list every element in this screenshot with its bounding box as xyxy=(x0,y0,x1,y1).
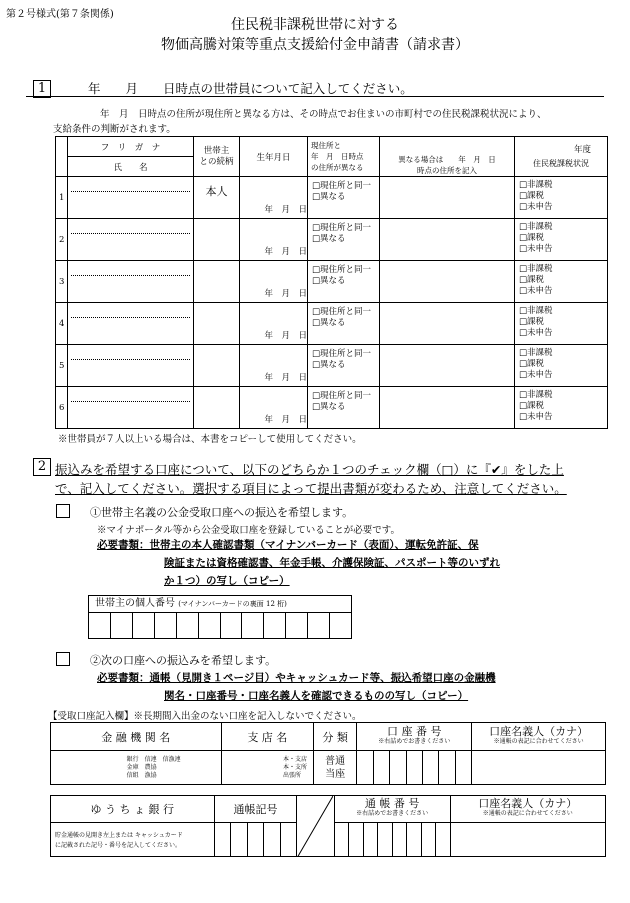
birthdate-field[interactable]: 年 月 日 xyxy=(240,177,308,219)
taxed-option[interactable]: □課税 xyxy=(519,191,545,201)
not-filed-option[interactable]: □未申告 xyxy=(519,202,553,212)
relation-field[interactable] xyxy=(194,345,240,387)
yucho-holder-field[interactable] xyxy=(450,823,605,857)
header-tax-year: 年度 xyxy=(573,144,591,155)
taxed-option[interactable]: □課税 xyxy=(519,359,545,369)
option-2-label: ②次の口座への振込みを希望します。 xyxy=(90,654,277,667)
section-1-heading: 年 月 日時点の世帯員について記入してください。 xyxy=(88,81,413,96)
tax-exempt-option[interactable]: □非課税 xyxy=(519,222,553,232)
header-holder: 口座名義人（カナ） xyxy=(489,724,589,738)
account-digit[interactable] xyxy=(390,751,406,785)
furigana-field[interactable] xyxy=(71,177,190,192)
birthdate-field[interactable]: 年 月 日 xyxy=(240,261,308,303)
section-1-number: 1 xyxy=(33,80,51,98)
header-address-differs: 現住所と 年 月 日時点 の住所が異なる xyxy=(308,137,380,177)
option-1-required-1: 必要書類：世帯主の本人確認書類（マイナンバーカード（表面）、運転免許証、保 xyxy=(97,539,479,551)
furigana-field[interactable] xyxy=(71,345,190,360)
member-row xyxy=(56,261,608,303)
section-1-note-2: 支給条件の判断がされます。 xyxy=(53,124,176,135)
birthdate-field[interactable]: 年 月 日 xyxy=(240,345,308,387)
header-tax-status: 住民税課税状況 xyxy=(533,158,589,168)
member-row xyxy=(56,345,608,387)
not-filed-option[interactable]: □未申告 xyxy=(519,328,553,338)
header-relation: 世帯主 との続柄 xyxy=(194,137,240,177)
different-address-field[interactable] xyxy=(380,177,515,219)
relation-field[interactable]: 本人 xyxy=(194,177,240,219)
passbook-digit[interactable] xyxy=(392,823,406,857)
holder-name-field[interactable] xyxy=(472,751,606,785)
option-2-checkbox[interactable] xyxy=(56,652,70,666)
row-number: 2 xyxy=(56,219,68,261)
yucho-account-table xyxy=(50,795,606,857)
taxed-option[interactable]: □課税 xyxy=(519,401,545,411)
taxed-option[interactable]: □課税 xyxy=(519,275,545,285)
address-differ-option[interactable]: □異なる xyxy=(312,234,346,244)
taxed-option[interactable]: □課税 xyxy=(519,233,545,243)
my-number-digit[interactable] xyxy=(264,613,286,638)
bank-section-label: 【受取口座記入欄】※長期間入出金のない口座を記入しないでください。 xyxy=(48,711,362,722)
section-1-underline xyxy=(26,96,604,97)
header-account-type: 分 類 xyxy=(314,723,357,751)
name-field[interactable] xyxy=(68,276,193,302)
my-number-digit[interactable] xyxy=(221,613,243,638)
option-2-required-1: 必要書類：通帳（見開き１ページ目）やキャッシュカード等、振込希望口座の金融機 xyxy=(97,672,496,684)
different-address-field[interactable] xyxy=(380,303,515,345)
tax-exempt-option[interactable]: □非課税 xyxy=(519,390,553,400)
header-symbol: 通帳記号 xyxy=(214,796,297,823)
header-branch: 支 店 名 xyxy=(221,723,313,751)
birthdate-field[interactable]: 年 月 日 xyxy=(240,303,308,345)
my-number-digit[interactable] xyxy=(155,613,177,638)
row-number: 4 xyxy=(56,303,68,345)
passbook-digit[interactable] xyxy=(349,823,363,857)
furigana-field[interactable] xyxy=(71,261,190,276)
address-differ-option[interactable]: □異なる xyxy=(312,276,346,286)
my-number-digit[interactable] xyxy=(308,613,330,638)
option-1-checkbox[interactable] xyxy=(56,504,70,518)
different-address-field[interactable] xyxy=(380,387,515,429)
row-number: 5 xyxy=(56,345,68,387)
account-digit[interactable] xyxy=(373,751,389,785)
birthdate-field[interactable]: 年 月 日 xyxy=(240,387,308,429)
relation-field[interactable] xyxy=(194,261,240,303)
address-differ-option[interactable]: □異なる xyxy=(312,360,346,370)
my-number-digit[interactable] xyxy=(111,613,133,638)
my-number-digit[interactable] xyxy=(242,613,264,638)
header-institution: 金 融 機 関 名 xyxy=(51,723,222,751)
relation-field[interactable] xyxy=(194,219,240,261)
bank-account-table xyxy=(50,722,606,785)
form-number-label: 第２号様式(第７条関係) xyxy=(6,9,114,20)
row-number: 6 xyxy=(56,387,68,429)
row-number: 3 xyxy=(56,261,68,303)
symbol-digit[interactable] xyxy=(214,823,231,857)
my-number-digit[interactable] xyxy=(199,613,221,638)
account-digit[interactable] xyxy=(439,751,455,785)
my-number-digit[interactable] xyxy=(133,613,155,638)
tax-exempt-option[interactable]: □非課税 xyxy=(519,264,553,274)
not-filed-option[interactable]: □未申告 xyxy=(519,244,553,254)
header-yucho-holder: 口座名義人（カナ） xyxy=(478,797,578,810)
member-row xyxy=(56,219,608,261)
passbook-digit[interactable] xyxy=(436,823,451,857)
address-same-option[interactable]: □現住所と同一 xyxy=(312,349,372,359)
my-number-label: 世帯主の個人番号 xyxy=(95,598,175,609)
passbook-digit[interactable] xyxy=(363,823,377,857)
header-different-address: 異なる場合は 年 月 日 時点の住所を記入 xyxy=(380,137,515,177)
furigana-field[interactable] xyxy=(71,303,190,318)
header-birthdate: 生年月日 xyxy=(240,137,308,177)
passbook-digit[interactable] xyxy=(378,823,392,857)
not-filed-option[interactable]: □未申告 xyxy=(519,370,553,380)
relation-field[interactable] xyxy=(194,387,240,429)
section-1-footnote: ※世帯員が７人以上いる場合は、本書をコピーして使用してください。 xyxy=(58,434,362,445)
header-passbook-number-note: ※右詰めでお書きください xyxy=(356,810,429,817)
tax-exempt-option[interactable]: □非課税 xyxy=(519,348,553,358)
title-line-1: 住民税非課税世帯に対する xyxy=(231,17,399,33)
header-passbook-number: 通 帳 番 号 xyxy=(364,797,420,810)
section-2-number: 2 xyxy=(33,458,51,476)
symbol-digit[interactable] xyxy=(247,823,264,857)
title-line-2: 物価高騰対策等重点支援給付金申請書（請求書） xyxy=(161,37,469,53)
option-1-note: ※マイナポータル等から公金受取口座を登録していることが必要です。 xyxy=(97,525,401,536)
section-2-heading-1: 振込みを希望する口座について、以下のどちらか１つのチェック欄（□）に『✔』をした上 xyxy=(55,462,564,477)
relation-field[interactable] xyxy=(194,303,240,345)
section-1-note-1: 年 月 日時点の住所が現住所と異なる方は、その時点でお住まいの市町村での住民税課税状況により、 xyxy=(100,109,547,120)
symbol-digit[interactable] xyxy=(280,823,297,857)
diagonal-divider xyxy=(297,796,334,857)
name-field[interactable] xyxy=(68,402,193,428)
my-number-digit[interactable] xyxy=(177,613,199,638)
name-field[interactable] xyxy=(68,234,193,260)
not-filed-option[interactable]: □未申告 xyxy=(519,412,553,422)
type-ordinary[interactable]: 普通 xyxy=(325,755,346,767)
symbol-digit[interactable] xyxy=(231,823,248,857)
option-1-label: ①世帯主名義の公金受取口座への振込を希望します。 xyxy=(90,506,354,519)
different-address-field[interactable] xyxy=(380,219,515,261)
header-name: 氏 名 xyxy=(68,157,194,177)
option-1-required-2: 険証または資格確認書、年金手帳、介護保険証、パスポート等のいずれ xyxy=(164,557,500,569)
address-differ-option[interactable]: □異なる xyxy=(312,318,346,328)
section-2-heading-2: で、記入してください。選択する項目によって提出書類が変わるため、注意してください。 xyxy=(55,481,567,496)
name-field[interactable] xyxy=(68,360,193,386)
my-number-digit[interactable] xyxy=(89,613,111,638)
tax-exempt-option[interactable]: □非課税 xyxy=(519,306,553,316)
my-number-field xyxy=(88,595,352,639)
option-2-required-2: 関名・口座番号・口座名義人を確認できるものの写し（コピー） xyxy=(164,690,469,702)
name-field[interactable] xyxy=(68,192,193,218)
passbook-digit[interactable] xyxy=(421,823,435,857)
address-same-option[interactable]: □現住所と同一 xyxy=(312,181,372,191)
header-holder-note: ※通帳の表記に合わせてください xyxy=(493,737,584,745)
passbook-digit[interactable] xyxy=(334,823,348,857)
member-row xyxy=(56,303,608,345)
yucho-note: 貯金通帳の見開き左上または キャッシュカード に記載された記号・番号を記入してください。 xyxy=(55,831,183,849)
tax-exempt-option[interactable]: □非課税 xyxy=(519,180,553,190)
my-number-digit[interactable] xyxy=(330,613,351,638)
passbook-digit[interactable] xyxy=(407,823,421,857)
branch-types: 本・支店 本・支所 出張所 xyxy=(283,755,308,779)
header-account-number: 口 座 番 号 xyxy=(387,724,442,738)
address-same-option[interactable]: □現住所と同一 xyxy=(312,307,372,317)
option-1-required-3: か１つ）の写し（コピー） xyxy=(164,575,290,587)
institution-types: 銀行 信連 信漁連 金庫 農協 信組 漁協 xyxy=(126,755,181,779)
row-number: 1 xyxy=(56,177,68,219)
member-row xyxy=(56,387,608,429)
birthdate-field[interactable]: 年 月 日 xyxy=(240,219,308,261)
different-address-field[interactable] xyxy=(380,261,515,303)
address-same-option[interactable]: □現住所と同一 xyxy=(312,391,372,401)
account-digit[interactable] xyxy=(455,751,472,785)
header-account-number-note: ※右詰めでお書きください xyxy=(378,737,451,745)
my-number-note: (マイナンバーカードの裏面 12 桁) xyxy=(178,600,287,608)
furigana-field[interactable] xyxy=(71,387,190,402)
header-furigana: フ リ ガ ナ xyxy=(68,137,194,157)
taxed-option[interactable]: □課税 xyxy=(519,317,545,327)
household-members-table xyxy=(55,136,608,429)
account-digit[interactable] xyxy=(422,751,438,785)
header-yucho: ゆ う ち ょ 銀 行 xyxy=(51,796,215,823)
address-same-option[interactable]: □現住所と同一 xyxy=(312,223,372,233)
name-field[interactable] xyxy=(68,318,193,344)
header-yucho-holder-note: ※通帳の表記に合わせてください xyxy=(482,810,573,817)
address-differ-option[interactable]: □異なる xyxy=(312,402,346,412)
my-number-digit[interactable] xyxy=(286,613,308,638)
furigana-field[interactable] xyxy=(71,219,190,234)
account-digit[interactable] xyxy=(357,751,373,785)
type-checking[interactable]: 当座 xyxy=(325,768,346,780)
symbol-digit[interactable] xyxy=(264,823,281,857)
different-address-field[interactable] xyxy=(380,345,515,387)
address-differ-option[interactable]: □異なる xyxy=(312,192,346,202)
member-row xyxy=(56,177,608,219)
address-same-option[interactable]: □現住所と同一 xyxy=(312,265,372,275)
account-digit[interactable] xyxy=(406,751,422,785)
not-filed-option[interactable]: □未申告 xyxy=(519,286,553,296)
